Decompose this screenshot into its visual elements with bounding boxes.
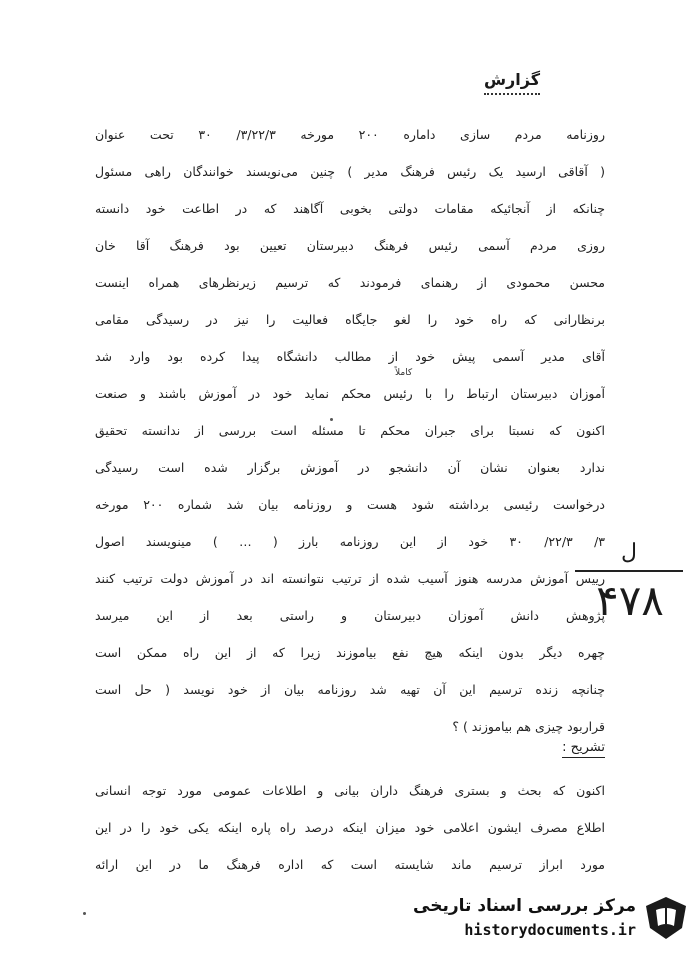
explanation-heading: تشریح :	[562, 740, 605, 758]
body-line: محسن محمودی از رهنمای فرمودند که ترسیم زیرنظرهای همراه اینست	[95, 275, 605, 290]
margin-underline	[575, 570, 683, 572]
report-body	[95, 120, 605, 749]
watermark-site: historydocuments.ir	[464, 921, 636, 939]
body-line: ( آقاقی ارسید یک رئیس فرهنگ مدیر ) چنین می‌نویسند خوانندگان راهی مسئول	[95, 164, 605, 179]
margin-mark: ل	[621, 540, 637, 565]
body-line: ۳/ ۲۲/۳/ ۳۰ خود از این روزنامه بارز ( … ) مینویسند اصول	[95, 534, 605, 549]
body-line: ندارد بعنوان نشان آن دانشجو در آموزش برگزار شده است رسیدگی	[95, 460, 605, 475]
margin-number: ۴۷۸	[596, 576, 664, 625]
explanation-line: اطلاع مصرف ایشون اعلامی خود میزان اینکه درصد راه پاره اینکه یکی خود را در این	[95, 820, 605, 835]
body-line: روزی مردم آسمی رئیس فرهنگ دبیرستان تعیین بود فرهنگ آقا خان	[95, 238, 605, 253]
body-line: آموزان دبیرستان ارتباط را با رئیس محکم نماید خود در آموزش باشند و صنعت	[95, 386, 605, 401]
body-line: چنانچه زنده ترسیم این آن تهیه شد روزنامه بیان از خود نویسد ( حل است	[95, 682, 605, 697]
body-line: درخواست رئیسی برداشته شود هست و روزنامه بیان شد شماره ۲۰۰ مورخه	[95, 497, 605, 512]
book-shield-icon	[642, 894, 690, 942]
body-line: پژوهش دانش آموزان دبیرستان و راستی بعد از این میرسد	[95, 608, 605, 623]
watermark-stamp	[405, 892, 690, 948]
explanation-body	[95, 776, 605, 887]
report-heading: گزارش	[484, 70, 540, 95]
body-line: چنانکه از آنجائیکه مقامات دولتی بخوبی آگاهند که در اطاعت خود دانسته	[95, 201, 605, 216]
speck	[83, 912, 86, 915]
body-line: رییس آموزش مدرسه هنوز آسیب شده از ترتیب نتوانسته اند در آموزش دولت ترتیب کنند	[95, 571, 605, 586]
body-line: قراربود چیزی هم بیاموزند ) ؟	[452, 719, 605, 734]
body-line: آقای مدیر آسمی پیش خود از مطالب دانشگاه پیدا کرده بود وارد شد	[95, 349, 605, 364]
speck	[330, 418, 333, 421]
interline-note: کاملاً	[395, 368, 413, 378]
explanation-line: اکنون که بحث و بستری فرهنگ داران بیانی و اطلاعات عمومی مورد توجه انسانی	[95, 783, 605, 798]
body-line: روزنامه مردم سازی داماره ۲۰۰ مورخه ۳/۲۲/۳/ ۳۰ تحت عنوان	[95, 127, 605, 142]
body-line: برنظارانی که راه خود را لغو جایگاه فعالیت را نیز در رسیدگی مقامی	[95, 312, 605, 327]
explanation-line: مورد ابراز ترسیم ماند شایسته است که اداره فرهنگ ما در این ارائه	[95, 857, 605, 872]
body-line: چهره دیگر بدون اینکه هیچ نفع بیاموزند زیرا که از این راه ممکن است	[95, 645, 605, 660]
body-line: اکنون که نسبتا برای جبران محکم تا مسئله است بررسی از ندانسته تحقیق	[95, 423, 605, 438]
watermark-org-name: مرکز بررسی اسناد تاریخی	[413, 896, 636, 916]
handwritten-margin-note	[575, 540, 685, 630]
